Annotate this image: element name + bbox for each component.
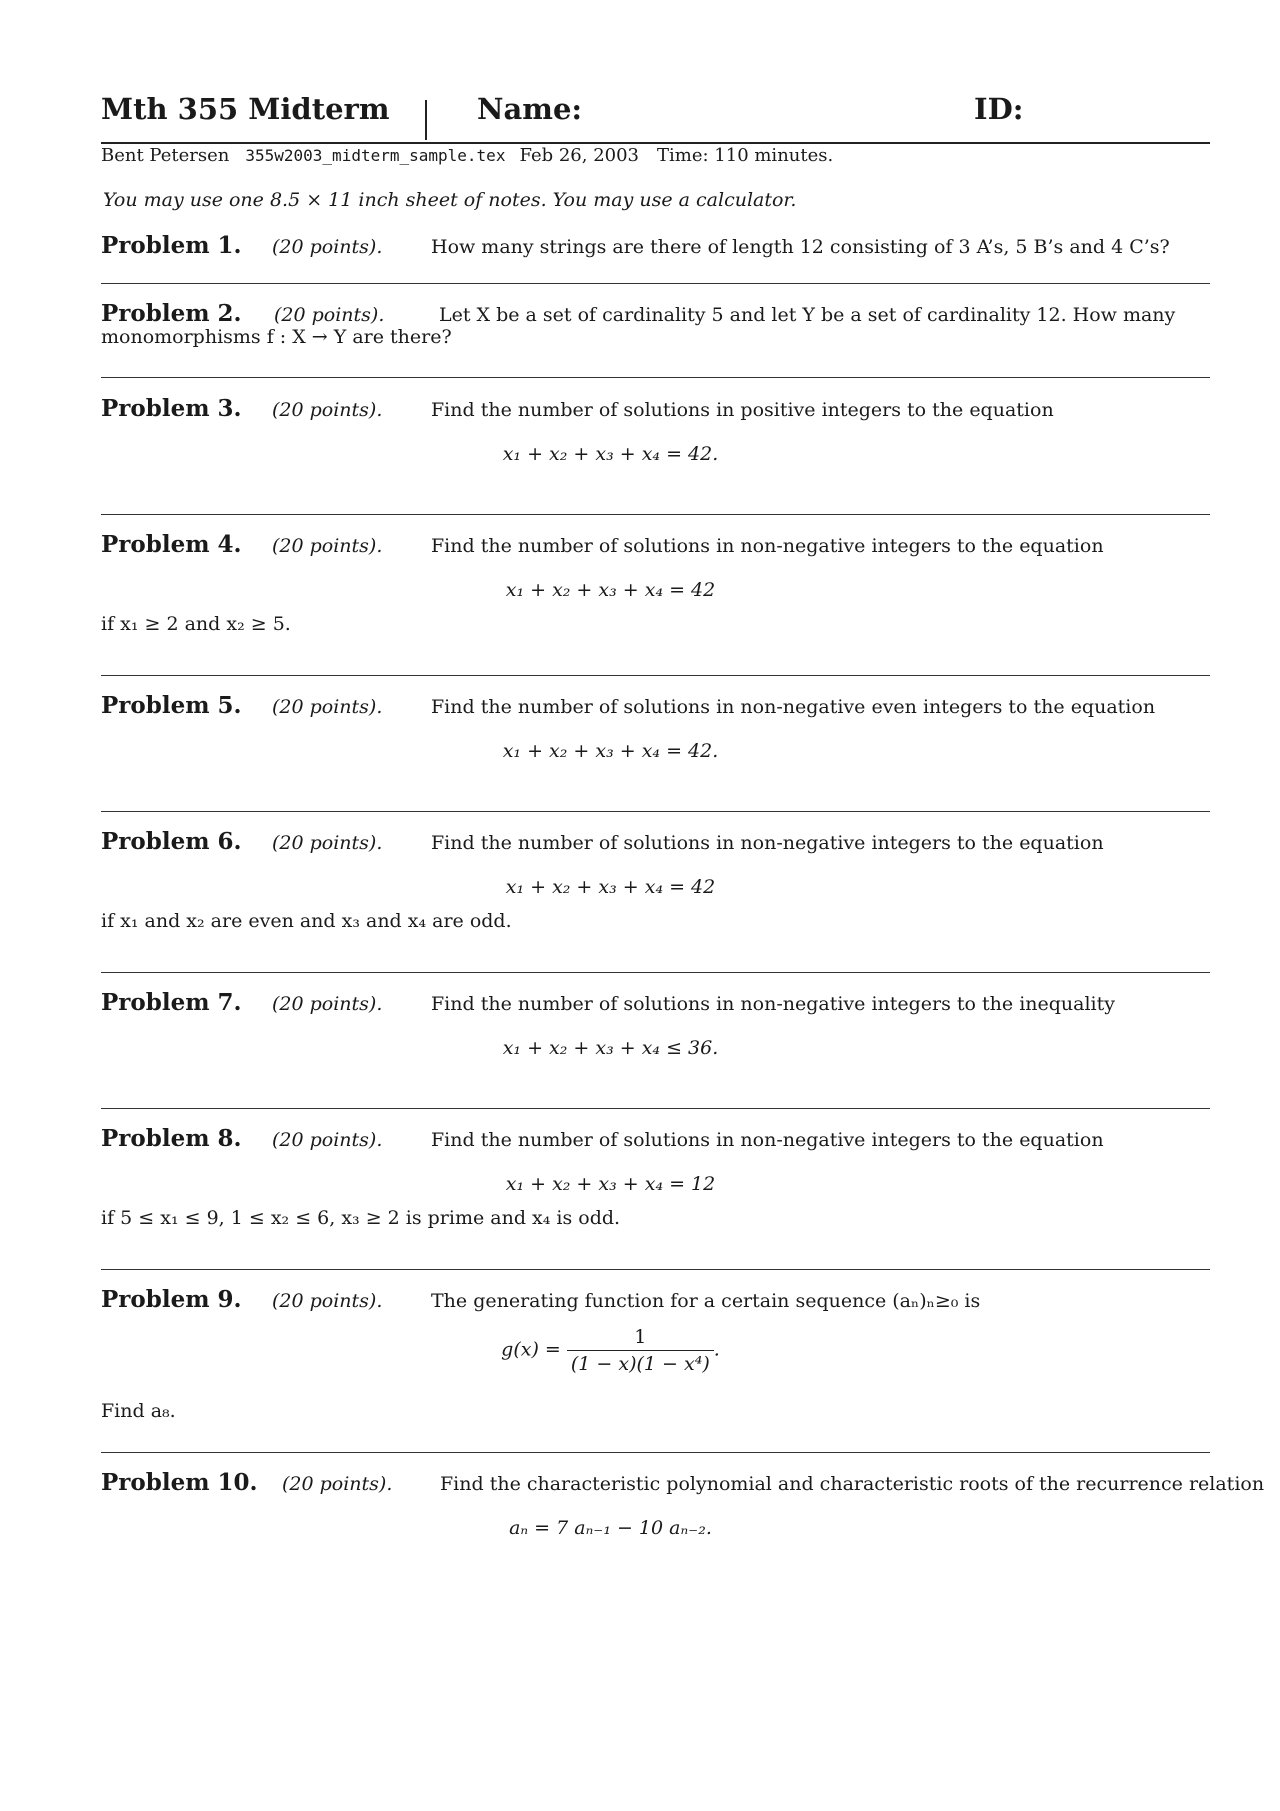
problem-text: How many strings are there of length 12 consisting of 3 A’s, 5 B’s and 4 C’s? [431,236,1170,258]
problem-title: Problem 4. [101,531,242,558]
problem-text-continued: monomorphisms f : X → Y are there? [101,326,452,348]
problem-6 [101,828,1210,973]
problem-title: Problem 2. [101,300,242,327]
recurrence-relation: aₙ = 7 aₙ₋₁ − 10 aₙ₋₂. [509,1517,712,1539]
problem-title: Problem 9. [101,1286,242,1313]
file-name: 355w2003_midterm_sample.tex [245,146,506,165]
problem-9 [101,1286,1210,1453]
problem-1 [101,232,1210,284]
problem-10 [101,1469,1265,1559]
exam-header [101,86,1210,144]
problem-points: (20 points). [272,1290,383,1312]
problem-points: (20 points). [272,535,383,557]
problem-title: Problem 1. [101,232,242,259]
problem-text: The generating function for a certain sequence (aₙ)ₙ≥₀ is [431,1290,981,1312]
problem-7 [101,989,1210,1109]
exam-meta [101,145,833,166]
instructions: You may use one 8.5 × 11 inch sheet of notes. You may use a calculator. [103,189,797,211]
problem-8 [101,1125,1210,1270]
problem-title: Problem 5. [101,692,242,719]
author: Bent Petersen [101,145,230,166]
problem-text: Let X be a set of cardinality 5 and let Y be a set of cardinality 12. How many [439,304,1176,326]
problem-text: Find the number of solutions in non-negative even integers to the equation [431,696,1156,718]
problem-points: (20 points). [272,236,383,258]
equation: x₁ + x₂ + x₃ + x₄ = 42. [502,740,719,762]
fraction-numerator: 1 [567,1326,714,1351]
exam-date: Feb 26, 2003 [519,145,640,166]
problem-points: (20 points). [272,399,383,421]
inequality: x₁ + x₂ + x₃ + x₄ ≤ 36. [502,1037,719,1059]
name-label: Name: [477,92,583,126]
problem-question: Find a₈. [101,1400,176,1422]
time-limit: Time: 110 minutes. [657,145,834,166]
problem-2 [101,300,1210,378]
id-label: ID: [974,92,1024,126]
problem-condition: if x₁ and x₂ are even and x₃ and x₄ are odd. [101,910,512,932]
equation: x₁ + x₂ + x₃ + x₄ = 42 [505,579,716,601]
equation: x₁ + x₂ + x₃ + x₄ = 42. [502,443,719,465]
equation-lhs: g(x) = [501,1338,561,1361]
problem-text: Find the characteristic polynomial and characteristic roots of the recurrence relation [440,1473,1265,1495]
problem-4 [101,531,1210,676]
problem-text: Find the number of solutions in positive integers to the equation [431,399,1054,421]
problem-title: Problem 10. [101,1469,258,1496]
problem-title: Problem 3. [101,395,242,422]
problem-text: Find the number of solutions in non-negative integers to the equation [431,535,1104,557]
equation-end: . [713,1338,720,1361]
equation: x₁ + x₂ + x₃ + x₄ = 12 [505,1173,716,1195]
fraction-denominator: (1 − x)(1 − x⁴) [570,1353,710,1375]
problem-5 [101,692,1210,812]
problem-text: Find the number of solutions in non-negative integers to the equation [431,1129,1104,1151]
problem-title: Problem 8. [101,1125,242,1152]
problem-condition: if 5 ≤ x₁ ≤ 9, 1 ≤ x₂ ≤ 6, x₃ ≥ 2 is prime and x₄ is odd. [101,1207,621,1229]
problem-points: (20 points). [272,696,383,718]
problem-condition: if x₁ ≥ 2 and x₂ ≥ 5. [101,613,291,635]
problem-text: Find the number of solutions in non-negative integers to the inequality [431,993,1115,1015]
problem-3 [101,395,1210,515]
equation: x₁ + x₂ + x₃ + x₄ = 42 [505,876,716,898]
problem-text: Find the number of solutions in non-negative integers to the equation [431,832,1104,854]
header-divider [425,100,427,140]
problem-points: (20 points). [274,304,385,326]
problem-points: (20 points). [272,993,383,1015]
course-title: Mth 355 Midterm [101,92,390,126]
problem-points: (20 points). [272,1129,383,1151]
problem-points: (20 points). [282,1473,393,1495]
problem-title: Problem 6. [101,828,242,855]
problem-points: (20 points). [272,832,383,854]
fraction [567,1326,714,1375]
problem-title: Problem 7. [101,989,242,1016]
generating-function [101,1326,1210,1386]
